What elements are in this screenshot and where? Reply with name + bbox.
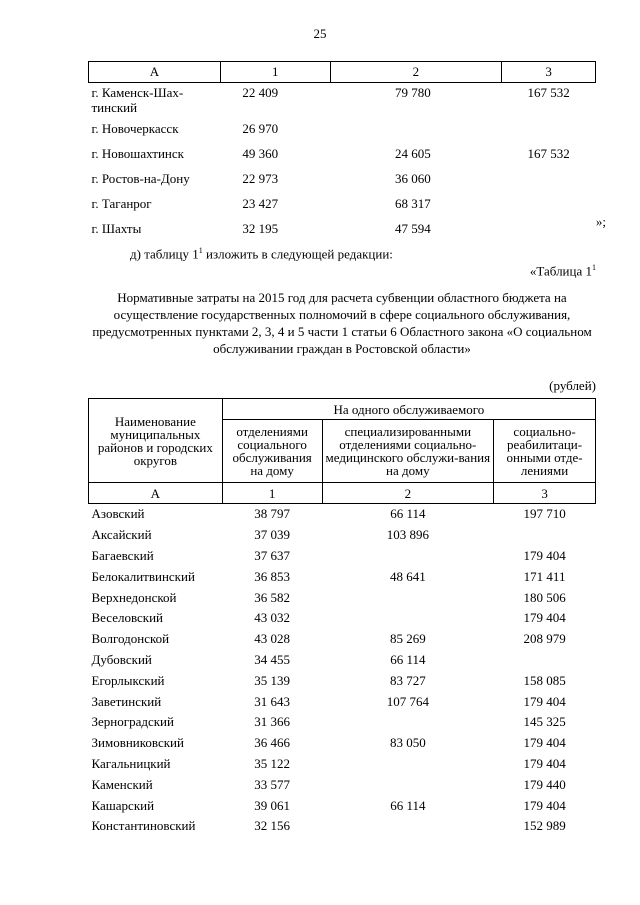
value-cell: 35 139 [254,672,290,688]
district-name-cell: Каменский [91,776,153,792]
value-cell: 37 039 [254,527,290,543]
header-cell: А [89,62,221,83]
header-cell: социально-реабилитаци-онными отде-лениями [494,420,596,483]
value-cell: 179 404 [523,797,566,813]
table-row [89,194,596,219]
header-name-cell: Наименование муниципальных районов и городских округов [89,399,223,483]
value-cell: 179 404 [523,693,566,709]
value-cell: 35 122 [254,755,290,771]
table-header-row [89,399,596,420]
value-cell: 49 360 [242,146,279,161]
table-row [89,546,596,567]
value-cell: 179 404 [523,735,566,751]
district-name-cell: Заветинский [91,693,162,709]
value-cell: 79 780 [395,85,431,100]
header-cell: отделениями социального обслуживания на дому [222,420,322,483]
value-cell: 83 050 [389,735,426,751]
district-name-cell: Аксайский [91,527,152,543]
table-row [89,219,596,244]
table-row [89,119,596,144]
table-header-row [89,62,596,83]
district-name-cell: Константиновский [91,818,196,834]
value-cell [502,169,596,194]
district-name-cell: Егорлыкский [91,672,165,688]
value-cell: 23 427 [242,196,279,211]
value-cell: 31 366 [254,714,290,730]
value-cell: 22 973 [242,171,279,186]
value-cell: 68 317 [395,196,431,211]
table-row [89,650,596,671]
district-name-cell: Веселовский [91,610,164,626]
table-row [89,608,596,629]
district-name-cell: Кашарский [91,797,155,813]
value-cell [322,546,494,567]
district-name-cell: Зимовниковский [91,735,184,751]
table-row [89,816,596,837]
value-cell: 36 582 [254,589,290,605]
value-cell [502,119,596,144]
value-cell [322,712,494,733]
index-cell: 2 [322,483,494,504]
value-cell: 145 325 [523,714,566,730]
units-label: (рублей) [549,378,596,393]
closing-quote: »; [595,214,606,229]
name-cell: г. Ростов-на-Дону [91,171,190,186]
value-cell: 180 506 [523,589,566,605]
value-cell [330,119,502,144]
value-cell: 66 114 [390,797,426,813]
subsidy-table [88,398,596,837]
value-cell: 33 577 [254,776,290,792]
table-title: Нормативные затраты на 2015 год для расчета субвенции областного бюджета на осуществление государственных полномочий в сфере социального обслуживания, предусмотренных пунктами 2, 3, 4 и 5 части 1 статьи 6 Областного закона «О социальном обслуживании граждан в Ростовской области» [92,290,592,356]
district-name-cell: Багаевский [91,547,154,563]
value-cell: 36 853 [254,568,290,584]
table-row [89,587,596,608]
value-cell [322,754,494,775]
table-row [89,144,596,169]
value-cell: 107 764 [386,693,429,709]
value-cell: 24 605 [395,146,431,161]
header-cell: 2 [330,62,502,83]
value-cell [322,816,494,837]
paragraph-text: д) таблицу 1 [130,246,199,262]
paragraph-text: изложить в следующей редакции: [202,246,393,262]
value-cell: 32 156 [254,818,290,834]
value-cell: 31 643 [254,693,290,709]
value-cell: 208 979 [523,631,566,647]
table-row [89,774,596,795]
table-row [89,525,596,546]
superscript: 1 [592,263,596,272]
amendment-paragraph [130,246,393,262]
value-cell: 83 727 [389,672,426,688]
name-cell: г. Таганрог [91,196,152,211]
value-cell: 66 114 [390,651,426,667]
value-cell [502,194,596,219]
district-name-cell: Дубовский [91,651,152,667]
value-cell: 48 641 [389,568,426,584]
table-row [89,83,596,120]
value-cell: 152 989 [523,818,566,834]
value-cell: 39 061 [254,797,290,813]
value-cell: 43 032 [254,610,290,626]
value-cell: 179 440 [523,776,566,792]
index-cell: А [89,483,223,504]
index-cell: 1 [222,483,322,504]
value-cell: 167 532 [527,85,570,100]
value-cell: 179 404 [523,755,566,771]
district-name-cell: Кагальницкий [91,755,171,771]
value-cell: 85 269 [389,631,426,647]
value-cell [322,774,494,795]
table-row [89,629,596,650]
table-row [89,169,596,194]
value-cell: 37 637 [254,547,290,563]
header-cell: специализированными отделениями социально-медицинского обслужи-вания на дому [322,420,494,483]
table-row [89,504,596,525]
value-cell: 179 404 [523,547,566,563]
value-cell [494,650,596,671]
value-cell: 32 195 [242,221,279,236]
value-cell: 36 060 [395,171,431,186]
value-cell: 26 970 [242,121,279,136]
district-name-cell: Волгодонской [91,631,170,647]
value-cell: 34 455 [254,651,290,667]
superscript: 1 [198,246,203,255]
table-row [89,691,596,712]
page-number: 25 [313,26,327,41]
value-cell [494,525,596,546]
name-cell: г. Новочеркасск [91,121,179,136]
table-index-row [89,483,596,504]
value-cell: 66 114 [390,506,426,522]
district-name-cell: Зерноградский [91,714,174,730]
table-row [89,712,596,733]
district-name-cell: Верхнедонской [91,589,177,605]
header-cell: 1 [220,62,330,83]
value-cell: 167 532 [527,146,570,161]
table-row [89,566,596,587]
district-name-cell: Азовский [91,506,145,522]
district-name-cell: Белокалитвинский [91,568,195,584]
value-cell [322,587,494,608]
table-row [89,754,596,775]
name-cell: г. Шахты [91,221,142,236]
value-cell: 43 028 [254,631,290,647]
table-row [89,733,596,754]
value-cell: 38 797 [254,506,290,522]
value-cell [322,608,494,629]
header-group-cell: На одного обслуживаемого [222,399,595,420]
name-cell: г. Новошахтинск [91,146,184,161]
subsidy-table-body [89,504,596,837]
caption-text: «Таблица 1 [529,263,592,279]
value-cell: 36 466 [254,735,290,751]
table-caption [530,263,596,279]
table-row [89,670,596,691]
value-cell: 47 594 [395,221,431,236]
value-cell: 179 404 [523,610,566,626]
continued-table [88,61,596,244]
value-cell: 171 411 [523,568,566,584]
name-cell: г. Каменск-Шах- тинский [91,85,184,115]
value-cell [502,219,596,244]
table-row [89,795,596,816]
value-cell: 197 710 [523,506,566,522]
header-cell: 3 [502,62,596,83]
index-cell: 3 [494,483,596,504]
continued-table-body [89,83,596,245]
value-cell: 158 085 [523,672,566,688]
value-cell: 103 896 [386,527,429,543]
value-cell: 22 409 [242,85,279,100]
